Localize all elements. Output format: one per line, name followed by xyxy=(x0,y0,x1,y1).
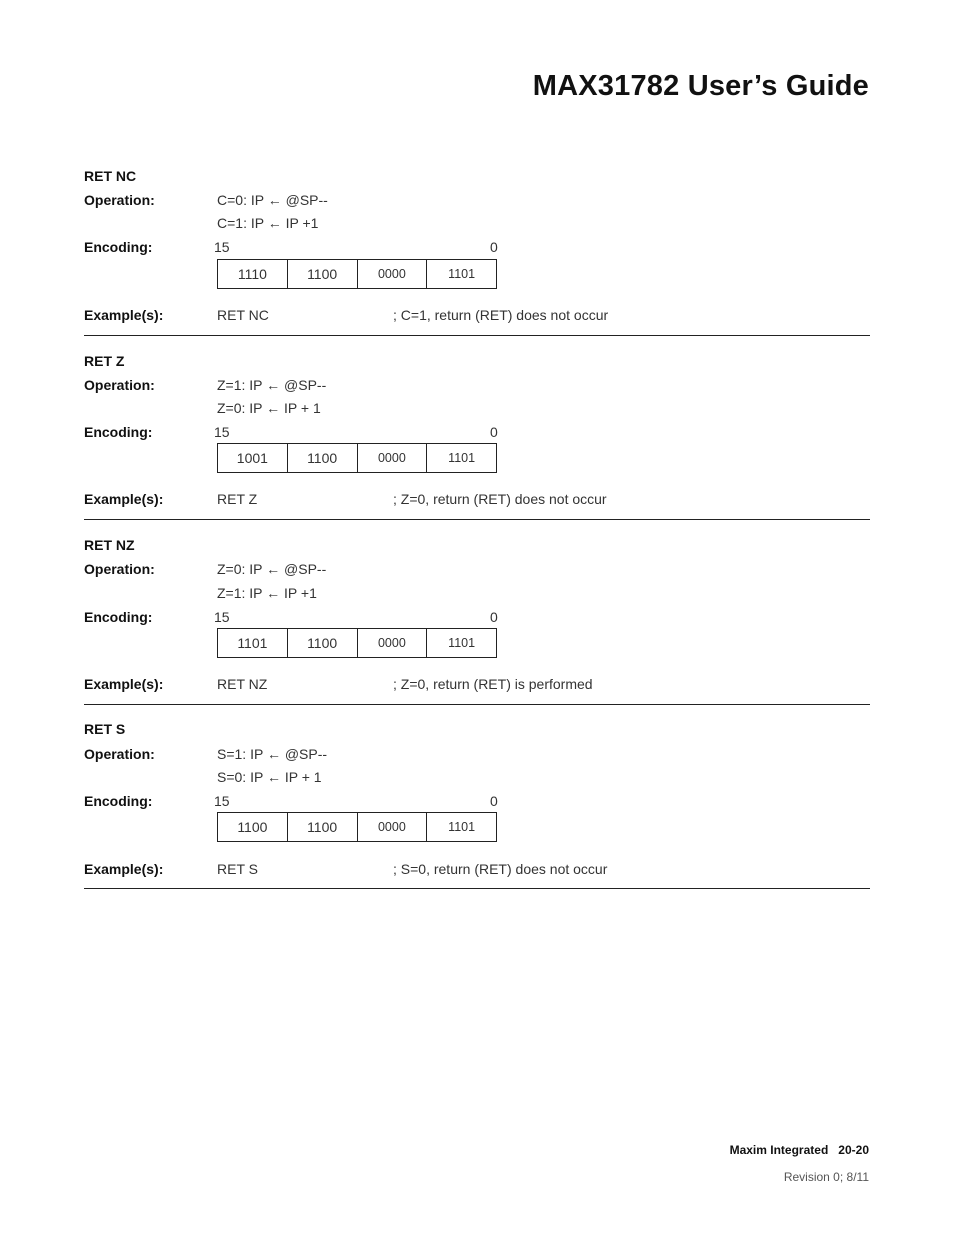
encoding-bit-low: 0 xyxy=(490,609,498,625)
operation-label: Operation: xyxy=(84,192,155,208)
example-comment: ; Z=0, return (RET) is performed xyxy=(393,676,593,692)
encoding-nibble-1: 1110 xyxy=(217,259,288,289)
operation-label: Operation: xyxy=(84,746,155,762)
encoding-bit-low: 0 xyxy=(490,424,498,440)
section-divider xyxy=(84,704,870,705)
encoding-bit-high: 15 xyxy=(214,239,230,255)
example-code: RET S xyxy=(217,861,258,877)
encoding-nibble-4: 1101 xyxy=(426,259,497,289)
encoding-label: Encoding: xyxy=(84,793,153,809)
example-code: RET Z xyxy=(217,491,258,507)
operation-line-2: Z=1: IP ← IP +1 xyxy=(217,585,317,601)
encoding-label: Encoding: xyxy=(84,239,153,255)
encoding-nibble-4: 1101 xyxy=(426,812,497,842)
example-code: RET NC xyxy=(217,307,269,323)
instruction-name: RET S xyxy=(84,721,126,737)
encoding-nibble-1: 1100 xyxy=(217,812,288,842)
example-label: Example(s): xyxy=(84,861,164,877)
footer-page-number: 20-20 xyxy=(838,1143,869,1157)
operation-line-1: C=0: IP ← @SP-- xyxy=(217,192,328,208)
encoding-box xyxy=(217,443,497,473)
encoding-bit-low: 0 xyxy=(490,239,498,255)
footer-company: Maxim Integrated xyxy=(729,1143,829,1157)
encoding-nibble-4: 1101 xyxy=(426,443,497,473)
example-label: Example(s): xyxy=(84,676,164,692)
encoding-bit-high: 15 xyxy=(214,793,230,809)
encoding-nibble-2: 1100 xyxy=(287,443,358,473)
instruction-name: RET NZ xyxy=(84,537,135,553)
encoding-nibble-3: 0000 xyxy=(357,812,428,842)
footer-revision: Revision 0; 8/11 xyxy=(783,1170,869,1184)
example-code: RET NZ xyxy=(217,676,268,692)
example-comment: ; C=1, return (RET) does not occur xyxy=(393,307,609,323)
operation-line-1: S=1: IP ← @SP-- xyxy=(217,746,328,762)
operation-line-1: Z=0: IP ← @SP-- xyxy=(217,561,327,577)
encoding-label: Encoding: xyxy=(84,609,153,625)
example-comment: ; Z=0, return (RET) does not occur xyxy=(393,491,607,507)
encoding-nibble-4: 1101 xyxy=(426,628,497,658)
instruction-name: RET Z xyxy=(84,353,125,369)
section-divider xyxy=(84,519,870,520)
footer-company-page xyxy=(730,1143,869,1157)
document-title: MAX31782 User’s Guide xyxy=(532,70,869,102)
operation-line-2: C=1: IP ← IP +1 xyxy=(217,215,319,231)
section-divider xyxy=(84,335,870,336)
encoding-bit-high: 15 xyxy=(214,424,230,440)
encoding-nibble-3: 0000 xyxy=(357,259,428,289)
encoding-nibble-3: 0000 xyxy=(357,443,428,473)
encoding-nibble-2: 1100 xyxy=(287,628,358,658)
encoding-box xyxy=(217,259,497,289)
operation-label: Operation: xyxy=(84,377,155,393)
example-label: Example(s): xyxy=(84,491,164,507)
encoding-nibble-3: 0000 xyxy=(357,628,428,658)
instruction-section-ret-nz xyxy=(84,537,870,722)
instruction-section-ret-s xyxy=(84,721,870,906)
instruction-section-ret-z xyxy=(84,353,870,538)
encoding-nibble-1: 1101 xyxy=(217,628,288,658)
operation-line-2: S=0: IP ← IP + 1 xyxy=(217,769,322,785)
encoding-nibble-2: 1100 xyxy=(287,259,358,289)
operation-line-1: Z=1: IP ← @SP-- xyxy=(217,377,327,393)
example-comment: ; S=0, return (RET) does not occur xyxy=(393,861,608,877)
encoding-box xyxy=(217,812,497,842)
example-label: Example(s): xyxy=(84,307,164,323)
instruction-name: RET NC xyxy=(84,168,137,184)
operation-line-2: Z=0: IP ← IP + 1 xyxy=(217,400,321,416)
instruction-section-ret-nc xyxy=(84,168,870,353)
encoding-label: Encoding: xyxy=(84,424,153,440)
encoding-bit-high: 15 xyxy=(214,609,230,625)
encoding-nibble-1: 1001 xyxy=(217,443,288,473)
section-divider xyxy=(84,888,870,889)
operation-label: Operation: xyxy=(84,561,155,577)
encoding-nibble-2: 1100 xyxy=(287,812,358,842)
encoding-bit-low: 0 xyxy=(490,793,498,809)
encoding-box xyxy=(217,628,497,658)
